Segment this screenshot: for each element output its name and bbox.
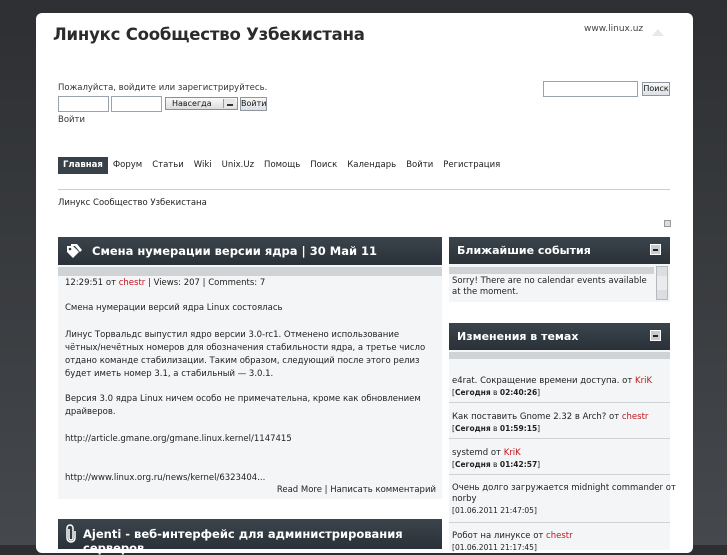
topic-author-link[interactable]: KriK	[635, 376, 653, 386]
site-url[interactable]: www.linux.uz	[584, 24, 644, 34]
arrow-up-icon[interactable]	[651, 27, 665, 37]
post-text-line: отдано команде стабилизации. Таким образом, следующий после этого релиз	[65, 356, 420, 366]
topic-at: в	[493, 388, 498, 397]
topic-day: Сегодня	[454, 460, 491, 469]
topic-author-link[interactable]: chestr	[546, 531, 573, 541]
post-text-line: Версия 3.0 ядра Linux ничем особо не примечательна, кроме как обновлением	[65, 394, 421, 404]
list-item: Как поставить Gnome 2.32 в Arch? от chestr [Сегодня в 01:59:15]	[452, 412, 649, 433]
events-panel-header	[449, 237, 670, 264]
topic-by: от	[665, 483, 676, 493]
login-button[interactable]: Войти	[240, 97, 267, 111]
login-link[interactable]: Войти	[58, 115, 86, 125]
topic-by: от	[609, 412, 620, 422]
nav-item-wiki[interactable]: Wiki	[193, 160, 212, 170]
topic-at: в	[493, 424, 498, 433]
site-title[interactable]: Линукс Сообщество Узбекистана	[53, 25, 365, 44]
post-text-line: чётных/нечётных номеров для обозначения стабильности ядра, а третье число	[65, 343, 426, 353]
topic-link[interactable]: Очень долго загружается midnight commander	[452, 483, 663, 493]
main-nav	[58, 157, 505, 174]
list-item: Очень долго загружается midnight commander от norby [01.06.2011 21:47:05]	[452, 483, 676, 515]
breadcrumb[interactable]: Линукс Сообщество Узбекистана	[58, 198, 207, 208]
nav-item-login[interactable]: Войти	[406, 160, 434, 170]
topic-author-link[interactable]: chestr	[621, 412, 649, 422]
post-meta	[65, 277, 265, 289]
topic-time: 01:59:15	[499, 424, 538, 433]
remember-duration-select[interactable]	[165, 97, 238, 110]
topics-panel-header	[449, 323, 670, 350]
username-input[interactable]	[58, 96, 109, 112]
post-text-line: драйверов.	[65, 407, 116, 417]
topic-author-link[interactable]: norby	[452, 494, 477, 504]
nav-item-unix-uz[interactable]: Unix.Uz	[221, 160, 255, 170]
page-container	[36, 13, 693, 553]
nav-item-register[interactable]: Регистрация	[443, 160, 501, 170]
topic-author-link[interactable]: KriK	[503, 448, 521, 458]
topic-at: в	[493, 460, 498, 469]
login-prompt: Пожалуйста, войдите или зарегистрируйтесь.	[58, 83, 268, 93]
topic-time: 02:40:26	[499, 388, 538, 397]
topic-time: 01.06.2011 21:17:45	[454, 543, 534, 552]
topic-time: 01:42:57	[499, 460, 538, 469]
topic-by: от	[490, 448, 501, 458]
events-panel-title: Ближайшие события	[457, 244, 591, 257]
minus-box-icon[interactable]	[650, 244, 661, 255]
post-title[interactable]: Ajenti - веб-интерфейс для администрирования серверов	[83, 527, 403, 555]
topic-by: от	[622, 376, 633, 386]
topic-by: от	[533, 531, 544, 541]
scroll-up-icon[interactable]	[657, 267, 667, 276]
post-separator-bar	[58, 267, 442, 276]
post-body	[58, 265, 442, 499]
topics-panel-title: Изменения в темах	[457, 330, 579, 343]
post-title[interactable]: Смена нумерации версии ядра | 30 Май 11	[92, 244, 378, 258]
list-divider	[449, 474, 670, 475]
panel-separator-bar	[449, 352, 670, 359]
post-text-line: Смена нумерации версий ядра Linux состоялась	[65, 303, 283, 313]
post-text-line: Линус Торвальдс выпустил ядро версии 3.0-rc1. Отменено использование	[65, 330, 400, 340]
topic-link[interactable]: Как поставить Gnome 2.32 в Arch?	[452, 412, 607, 422]
password-input[interactable]	[111, 96, 162, 112]
events-panel-body	[449, 264, 670, 302]
list-divider	[449, 522, 670, 523]
post-author-link[interactable]: chestr	[118, 278, 146, 288]
topic-link[interactable]: Робот на линуксе	[452, 531, 531, 541]
events-scrollbar[interactable]	[656, 266, 668, 300]
nav-item-forum[interactable]: Форум	[112, 160, 143, 170]
post-footer-links[interactable]: Read More | Написать комментарий	[276, 485, 436, 495]
post-time: 12:29:51	[65, 278, 104, 288]
nav-item-home[interactable]: Главная	[58, 157, 108, 174]
events-empty-message: Sorry! There are no calendar events available at the moment.	[452, 276, 647, 297]
panel-separator-bar	[449, 267, 654, 274]
paperclip-icon	[65, 525, 77, 542]
list-item: systemd от KriK [Сегодня в 01:42:57]	[452, 448, 541, 469]
chevron-down-icon	[223, 99, 235, 108]
nav-item-calendar[interactable]: Календарь	[347, 160, 397, 170]
post-text-line: будет иметь номер 3.1, а стабильный — 3.0.1.	[65, 369, 274, 379]
search-button[interactable]: Поиск	[642, 82, 670, 96]
topic-day: Сегодня	[454, 388, 491, 397]
nav-item-help[interactable]: Помощь	[264, 160, 301, 170]
minus-box-icon[interactable]	[650, 330, 661, 341]
topic-day: Сегодня	[454, 424, 491, 433]
topics-panel-body	[449, 350, 676, 552]
scroll-down-icon[interactable]	[657, 290, 667, 299]
post-stats: | Views: 207 | Comments: 7	[148, 278, 266, 288]
post-by: от	[105, 278, 117, 288]
list-item: e4rat. Сокращение времени доступа. от KriK [Сегодня в 02:40:26]	[452, 376, 653, 397]
list-divider	[449, 438, 670, 439]
topic-link[interactable]: e4rat. Сокращение времени доступа.	[452, 376, 620, 386]
remember-selected-value: Навсегда	[172, 99, 212, 108]
tags-icon	[65, 242, 83, 259]
nav-divider	[58, 189, 670, 190]
search-input[interactable]	[543, 81, 638, 97]
post-link[interactable]: http://www.linux.org.ru/news/kernel/6323404...	[65, 473, 266, 483]
nav-item-articles[interactable]: Статьи	[152, 160, 184, 170]
list-divider	[449, 402, 670, 403]
post-header	[58, 519, 442, 555]
topic-time: 01.06.2011 21:47:05	[454, 506, 534, 515]
nav-item-search[interactable]: Поиск	[310, 160, 338, 170]
toggle-icon[interactable]	[664, 220, 671, 227]
topic-link[interactable]: systemd	[452, 448, 489, 458]
post-header	[58, 237, 442, 265]
post-link[interactable]: http://article.gmane.org/gmane.linux.kernel/1147415	[65, 434, 292, 444]
list-item: Робот на линуксе от chestr [01.06.2011 21:17:45]	[452, 531, 573, 552]
